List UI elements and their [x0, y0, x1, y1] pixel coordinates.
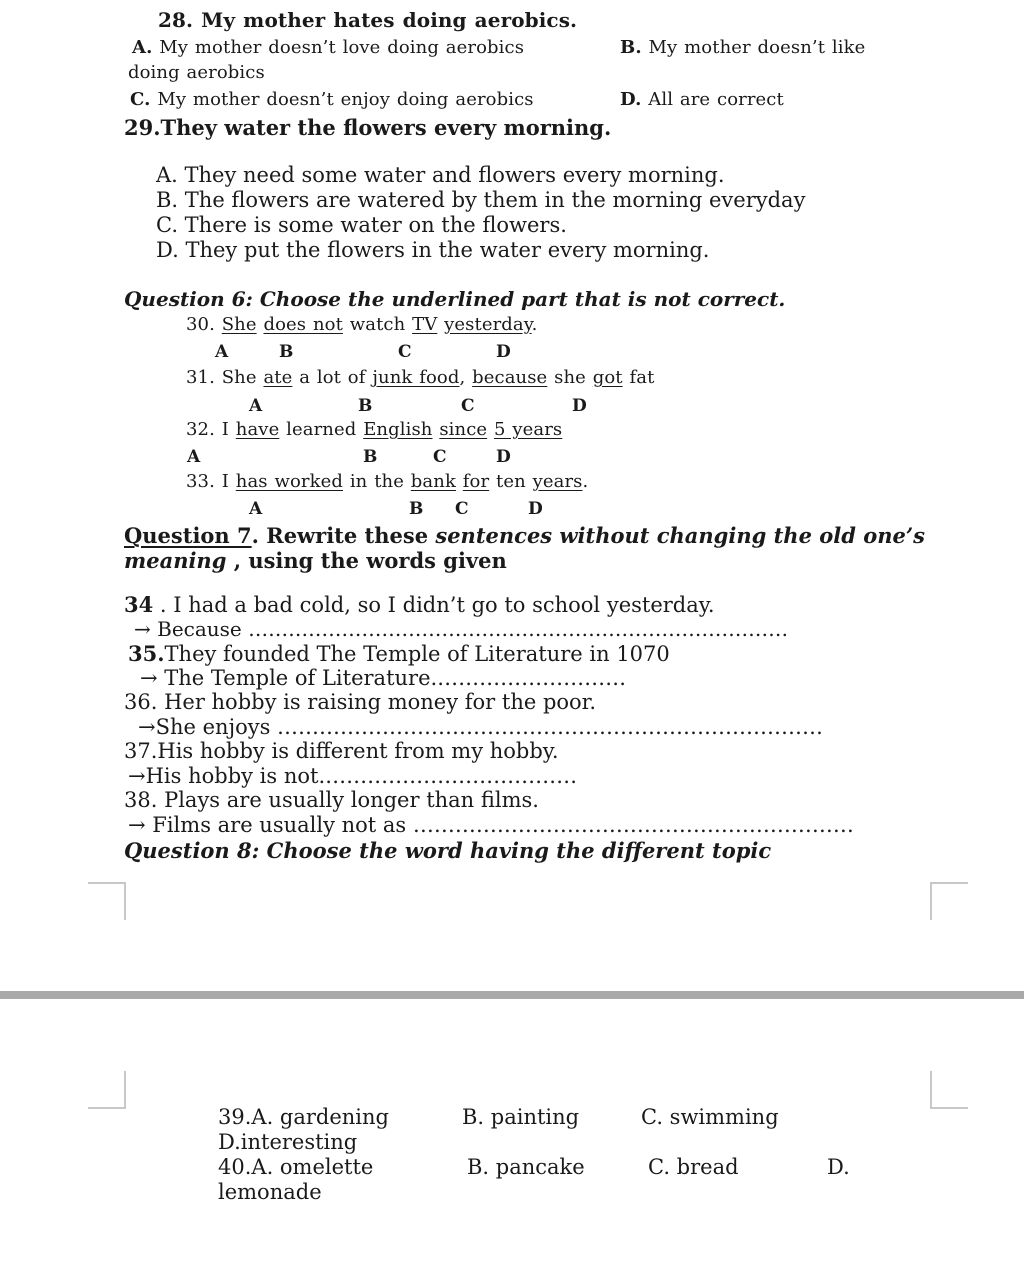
- q32-sentence: [186, 419, 562, 440]
- q31-text-1: 31. She: [186, 367, 264, 388]
- q28-option-b: [620, 37, 865, 58]
- q39-option-b: B. painting: [462, 1105, 580, 1129]
- q32-text-1: 32. I: [186, 419, 236, 440]
- q40-option-d-text: lemonade: [218, 1180, 322, 1204]
- question7-title-italic-2: meaning: [124, 548, 227, 573]
- q35-answer-line[interactable]: → The Temple of Literature.………………………: [140, 666, 627, 690]
- q34-answer-line[interactable]: → Because ………………………………………………………………………: [134, 617, 789, 641]
- q32-underline-d: 5 years: [493, 419, 563, 440]
- question7-title-text-2: , using the words given: [226, 548, 507, 573]
- q38-answer-line[interactable]: → Films are usually not as ………………………………………………………: [128, 813, 854, 837]
- q31-sentence: [186, 367, 654, 388]
- q29-option-c: C. There is some water on the flowers.: [156, 213, 567, 237]
- q29-option-a: A. They need some water and flowers every morning.: [156, 163, 725, 187]
- q28-option-c: [130, 89, 534, 110]
- q31-letter-b: B: [358, 396, 373, 416]
- q34-sentence: [124, 592, 715, 617]
- q28-option-c-label: C.: [130, 89, 151, 110]
- q31-letter-d: D: [572, 396, 587, 416]
- q31-underline-b: junk food: [372, 367, 460, 388]
- q28-option-b-continued: doing aerobics: [128, 62, 265, 83]
- question8-title: Question 8: Choose the word having the different topic: [124, 838, 772, 863]
- q31-letter-c: C: [461, 396, 475, 416]
- q30-letter-c: C: [398, 342, 412, 362]
- q33-sentence: [186, 471, 588, 492]
- q32-text-4: [487, 419, 494, 440]
- question7-title-line2: [124, 548, 507, 573]
- q31-underline-c: because: [472, 367, 548, 388]
- q39-option-d: D.interesting: [218, 1130, 358, 1154]
- q33-text-5: .: [582, 471, 589, 492]
- q30-text-5: .: [531, 314, 538, 335]
- q31-text-2: a lot of: [292, 367, 373, 388]
- q32-letter-c: C: [433, 447, 447, 467]
- q31-text-4: she: [547, 367, 593, 388]
- q33-underline-c: for: [462, 471, 490, 492]
- q32-underline-b: English: [363, 419, 433, 440]
- q31-text-3: ,: [459, 367, 473, 388]
- q32-underline-c: since: [439, 419, 488, 440]
- q35-sentence: [128, 641, 670, 666]
- q33-letter-a: A: [249, 499, 263, 519]
- q30-sentence: [186, 314, 537, 335]
- q40-option-d-label: D.: [827, 1155, 850, 1179]
- q34-number: 34: [124, 592, 154, 617]
- q33-letter-d: D: [528, 499, 543, 519]
- q32-letter-d: D: [496, 447, 511, 467]
- q28-option-d-label: D.: [620, 89, 642, 110]
- q28-option-d: [620, 89, 784, 110]
- q32-letter-b: B: [363, 447, 378, 467]
- q33-letter-b: B: [409, 499, 424, 519]
- q28-option-a: [132, 37, 524, 58]
- q37-sentence: 37.His hobby is different from my hobby.: [124, 739, 559, 763]
- q33-underline-a: has worked: [235, 471, 343, 492]
- q30-text-1: 30.: [186, 314, 222, 335]
- q30-underline-c: TV: [412, 314, 438, 335]
- q36-answer-line[interactable]: →She enjoys ……………………………………………………………………: [138, 715, 824, 739]
- q34-text: . I had a bad cold, so I didn’t go to school yesterday.: [153, 593, 715, 617]
- q35-number: 35.: [128, 641, 165, 666]
- question6-title: Question 6: Choose the underlined part that is not correct.: [124, 287, 786, 311]
- q29-option-d: D. They put the flowers in the water every morning.: [156, 238, 710, 262]
- q40-option-c: C. bread: [648, 1155, 739, 1179]
- page-corner-mark-bottom-right: [930, 882, 968, 920]
- q33-text-2: in the: [343, 471, 411, 492]
- page-corner-mark-bottom-left: [88, 882, 126, 920]
- q28-option-a-text: My mother doesn’t love doing aerobics: [159, 37, 525, 58]
- q31-underline-a: ate: [263, 367, 293, 388]
- page-corner-mark-top-left: [88, 1071, 126, 1109]
- q28-option-d-text: All are correct: [648, 89, 784, 110]
- q31-underline-d: got: [592, 367, 623, 388]
- q36-sentence: 36. Her hobby is raising money for the poor.: [124, 690, 597, 714]
- page-separator: [0, 991, 1024, 999]
- q32-underline-a: have: [235, 419, 280, 440]
- q40-option-a: 40.A. omelette: [218, 1155, 374, 1179]
- q29-option-b: B. The flowers are watered by them in the morning everyday: [156, 188, 806, 212]
- q33-text-1: 33. I: [186, 471, 236, 492]
- q33-underline-b: bank: [410, 471, 456, 492]
- q33-text-3: [456, 471, 463, 492]
- q30-underline-b: does not: [263, 314, 343, 335]
- q30-text-3: watch: [342, 314, 413, 335]
- q33-underline-d: years: [532, 471, 583, 492]
- q33-text-4: ten: [489, 471, 533, 492]
- q31-letter-a: A: [249, 396, 263, 416]
- q28-option-a-label: A.: [132, 37, 153, 58]
- question7-title-line1: [124, 523, 925, 548]
- q38-sentence: 38. Plays are usually longer than films.: [124, 788, 539, 812]
- q31-text-5: fat: [622, 367, 655, 388]
- q37-answer-line[interactable]: →His hobby is not.………………………………: [128, 764, 578, 788]
- question7-title-italic: sentences without changing the old one’s: [435, 523, 925, 548]
- q32-text-2: learned: [279, 419, 364, 440]
- question7-title-text: . Rewrite these: [251, 523, 436, 548]
- q35-text: They founded The Temple of Literature in 1070: [164, 642, 670, 666]
- q32-letter-a: A: [187, 447, 201, 467]
- q39-option-a: 39.A. gardening: [218, 1105, 389, 1129]
- q28-option-c-text: My mother doesn’t enjoy doing aerobics: [157, 89, 534, 110]
- page-corner-mark-top-right: [930, 1071, 968, 1109]
- q40-option-b: B. pancake: [467, 1155, 585, 1179]
- q28-option-b-text: My mother doesn’t like: [648, 37, 866, 58]
- q30-underline-a: She: [221, 314, 257, 335]
- q39-option-c: C. swimming: [641, 1105, 779, 1129]
- q30-letter-d: D: [496, 342, 511, 362]
- q30-letter-a: A: [215, 342, 229, 362]
- q28-option-b-label: B.: [620, 37, 642, 58]
- q33-letter-c: C: [455, 499, 469, 519]
- q28-stem: 28. My mother hates doing aerobics.: [158, 8, 578, 32]
- q30-underline-d: yesterday: [444, 314, 532, 335]
- q30-letter-b: B: [279, 342, 294, 362]
- question7-title-label: Question 7: [124, 523, 252, 548]
- q29-stem: 29.They water the flowers every morning.: [124, 115, 612, 140]
